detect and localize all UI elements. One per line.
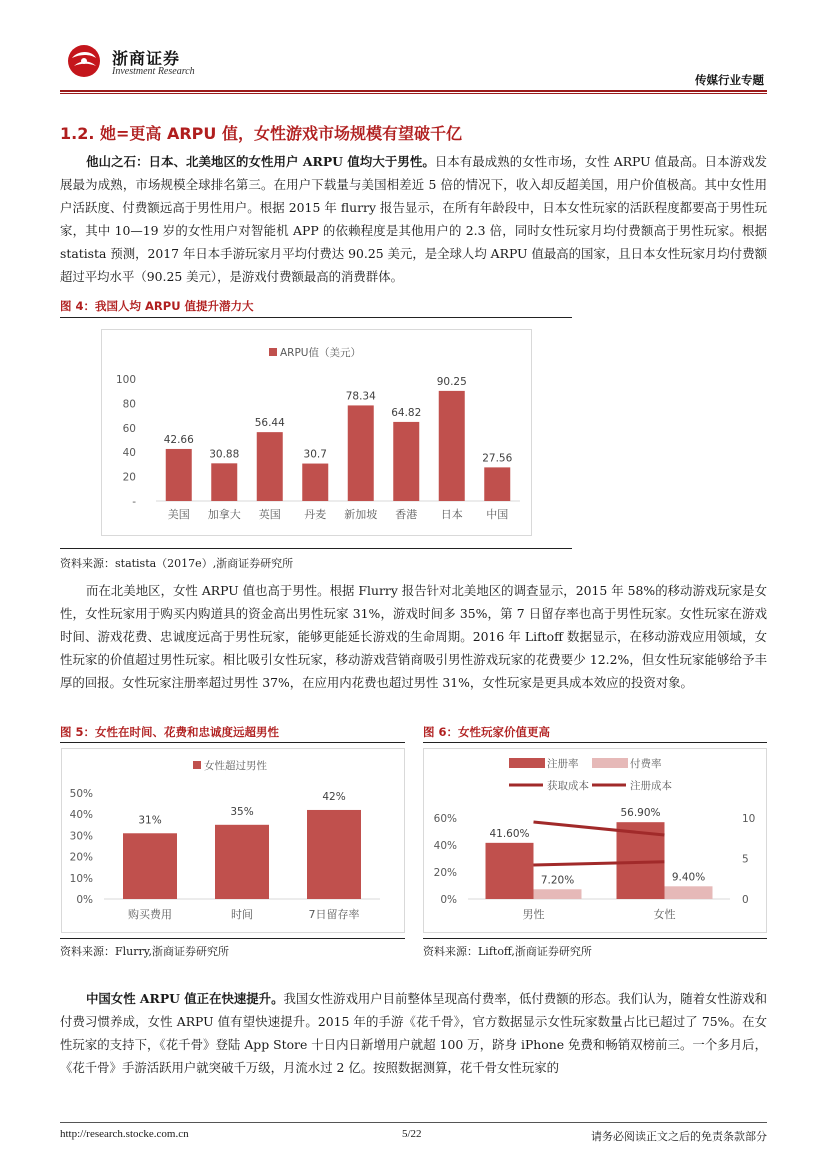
data-label: 56.44 [254, 417, 285, 430]
bar [307, 810, 361, 899]
data-label: 30.7 [303, 448, 327, 461]
paragraph-japan [60, 150, 767, 288]
figure-6-title: 图 6：女性玩家价值更高 [423, 725, 551, 739]
legend-label: 注册率 [547, 758, 579, 770]
y-left-tick-label: 60% [433, 813, 457, 825]
y-left-tick-label: 40% [433, 840, 457, 852]
y-tick-label: 80 [122, 398, 136, 411]
y-tick-label: 30% [69, 830, 93, 843]
figure-5-title: 图 5：女性在时间、花费和忠诚度远超男性 [60, 725, 280, 739]
paragraph-lead: 他山之石：日本、北美地区的女性用户 ARPU 值均大于男性。 [86, 154, 435, 169]
female-advantage-chart-svg [62, 749, 406, 934]
footer-divider [60, 1122, 767, 1123]
figure-4-chart [101, 329, 532, 536]
y-tick-label: 40 [122, 447, 136, 460]
data-label: 9.40% [671, 871, 706, 884]
data-label: 30.88 [209, 448, 240, 461]
footer-url[interactable]: http://research.stocke.com.cn [60, 1128, 189, 1140]
x-tick-label: 男性 [522, 908, 545, 921]
data-label: 42.66 [163, 433, 194, 446]
y-left-tick-label: 0% [440, 894, 457, 906]
figure-6-top-rule [423, 742, 767, 743]
data-label: 78.34 [345, 390, 376, 403]
x-tick-label: 时间 [231, 908, 253, 921]
y-tick-label: 20% [69, 851, 93, 864]
paragraph-lead: 中国女性 ARPU 值正在快速提升。 [86, 991, 284, 1006]
y-tick-label: 100 [115, 374, 136, 386]
bar [348, 405, 374, 501]
x-tick-label: 中国 [486, 508, 509, 521]
paragraph-north-america [60, 579, 767, 694]
bar [486, 843, 534, 899]
bar [534, 889, 582, 899]
figure-6-source: 资料来源：Liftoff,浙商证券研究所 [423, 945, 592, 958]
y-tick-label: 60 [122, 422, 136, 435]
figure-4-bottom-rule [60, 548, 572, 549]
x-tick-label: 加拿大 [207, 508, 241, 521]
bar [123, 833, 177, 899]
legend-swatch [193, 761, 201, 769]
x-tick-label: 7日留存率 [308, 908, 360, 921]
bar [484, 467, 510, 501]
y-tick-label: 10% [69, 872, 93, 885]
data-label: 41.60% [489, 827, 530, 840]
legend-label: 付费率 [630, 758, 662, 770]
legend-label: 注册成本 [630, 780, 672, 792]
bar [302, 464, 328, 501]
header-divider-thin [60, 93, 767, 94]
brand-name: 浙商证券 [112, 49, 181, 68]
arpu-chart-svg [102, 330, 533, 537]
data-label: 27.56 [482, 452, 513, 465]
legend-swatch [269, 348, 277, 356]
legend-label: 女性超过男性 [204, 760, 267, 772]
legend-label: 获取成本 [547, 780, 589, 792]
x-tick-label: 美国 [167, 508, 190, 521]
figure-4-top-rule [60, 317, 572, 318]
bar [665, 886, 713, 899]
data-label: 56.90% [620, 807, 661, 820]
legend-label: ARPU值（美元） [280, 347, 361, 359]
footer-disclaimer: 请务必阅读正文之后的免责条款部分 [591, 1130, 767, 1143]
y-tick-label: 40% [69, 809, 93, 822]
data-label: 7.20% [540, 874, 575, 887]
report-type: 传媒行业专题 [695, 73, 764, 87]
legend-swatch-bar [509, 758, 545, 768]
paragraph-body: 日本有最成熟的女性市场，女性 ARPU 值最高。日本游戏发展最为成熟，市场规模全球排名第三。在用户下载量与美国相差近 5 倍的情况下，收入却反超美国，用户价值极高。其中女性用户活跃度、付费额远高于男性用户。根据 2015 年 flurry 报告显示，在所有年龄段中，日本女性玩家的活跃程度都要高于男性玩家，其中 10—19 岁的女性用户对智能机 APP 的依赖程度是其他用户的 2.3 倍，同时女性玩家月均付费额高于男性玩家。根据 statista 预测，2017 年日本手游玩家月平均付费达 90.25 美元，是全球人均 ARPU 值最高的国家，且日本女性玩家月均付费额超过平均水平（90.25 美元），是游戏付费额最高的消费群体。 [60, 154, 767, 284]
x-tick-label: 香港 [395, 508, 418, 521]
x-tick-label: 女性 [653, 908, 676, 921]
x-tick-label: 日本 [440, 508, 463, 521]
data-label: 64.82 [391, 406, 422, 419]
figure-4-title: 图 4：我国人均 ARPU 值提升潜力大 [60, 299, 254, 313]
data-label: 42% [322, 790, 346, 803]
y-right-tick-label: 10 [742, 813, 756, 825]
y-left-tick-label: 20% [433, 867, 457, 879]
figure-6-bottom-rule [423, 938, 767, 939]
x-tick-label: 新加坡 [344, 508, 378, 521]
header-divider [60, 90, 767, 92]
y-right-tick-label: 5 [742, 853, 749, 866]
bar [393, 422, 419, 501]
logo-icon [66, 44, 102, 78]
y-tick-label: 20 [122, 471, 136, 484]
figure-4-source: 资料来源：statista（2017e）,浙商证券研究所 [60, 557, 294, 570]
y-right-tick-label: 0 [742, 894, 749, 906]
figure-6-chart [423, 748, 767, 933]
bar [211, 463, 237, 501]
data-label: 90.25 [436, 375, 467, 388]
figure-5-chart [61, 748, 405, 933]
bar [257, 432, 283, 501]
y-tick-label: 50% [69, 788, 93, 800]
legend-swatch-bar [592, 758, 628, 768]
bar [215, 825, 269, 899]
x-tick-label: 购买费用 [128, 908, 172, 921]
page-number: 5/22 [402, 1128, 422, 1140]
data-label: 35% [230, 805, 254, 818]
x-tick-label: 丹麦 [304, 508, 327, 521]
figure-5-top-rule [60, 742, 405, 743]
paragraph-china [60, 987, 767, 1079]
brand-subtitle: Investment Research [112, 66, 195, 77]
y-tick-label: - [132, 496, 136, 508]
paragraph-body: 我国女性游戏用户目前整体呈现高付费率，低付费额的形态。我们认为，随着女性游戏和付费习惯养成，女性 ARPU 值有望快速提升。2015 年的手游《花千骨》，官方数据显示女性玩家数量占比已超过了 75%。在女性玩家的支持下，《花千骨》登陆 App Store 十日内日新增用户就超 100 万，跻身 iPhone 免费和畅销双榜前三。一个多月后，《花千骨》手游活跃用户就突破千万级，月流水过 2 亿。按照数据测算，花千骨女性玩家的 [60, 991, 767, 1075]
female-value-chart-svg [424, 749, 768, 934]
x-tick-label: 英国 [258, 508, 281, 521]
figure-5-bottom-rule [60, 938, 405, 939]
data-label: 31% [138, 814, 162, 827]
bar [439, 391, 465, 501]
section-title: 1.2. 她=更高 ARPU 值，女性游戏市场规模有望破千亿 [60, 124, 462, 143]
y-tick-label: 0% [76, 894, 93, 906]
figure-5-source: 资料来源：Flurry,浙商证券研究所 [60, 945, 230, 958]
bar [166, 449, 192, 501]
paragraph-body: 而在北美地区，女性 ARPU 值也高于男性。根据 Flurry 报告针对北美地区的调查显示，2015 年 58%的移动游戏玩家是女性，女性玩家用于购买内购道具的资金高出男性玩家 31%，游戏时间多 35%，第 7 日留存率也高于男性玩家。女性玩家在游戏时间、游戏花费、忠诚度远高于男性玩家，能够更能延长游戏的生命周期。2016 年 Liftoff 数据显示，在移动游戏应用领域，女性玩家的价值超过男性玩家。相比吸引女性玩家，移动游戏营销商吸引男性游戏玩家的花费要少 12.2%，但女性玩家能够给予丰厚的回报。女性玩家注册率超过男性 37%，在应用内花费也超过男性 31%，女性玩家是更具成本效应的投资对象。 [60, 583, 767, 690]
